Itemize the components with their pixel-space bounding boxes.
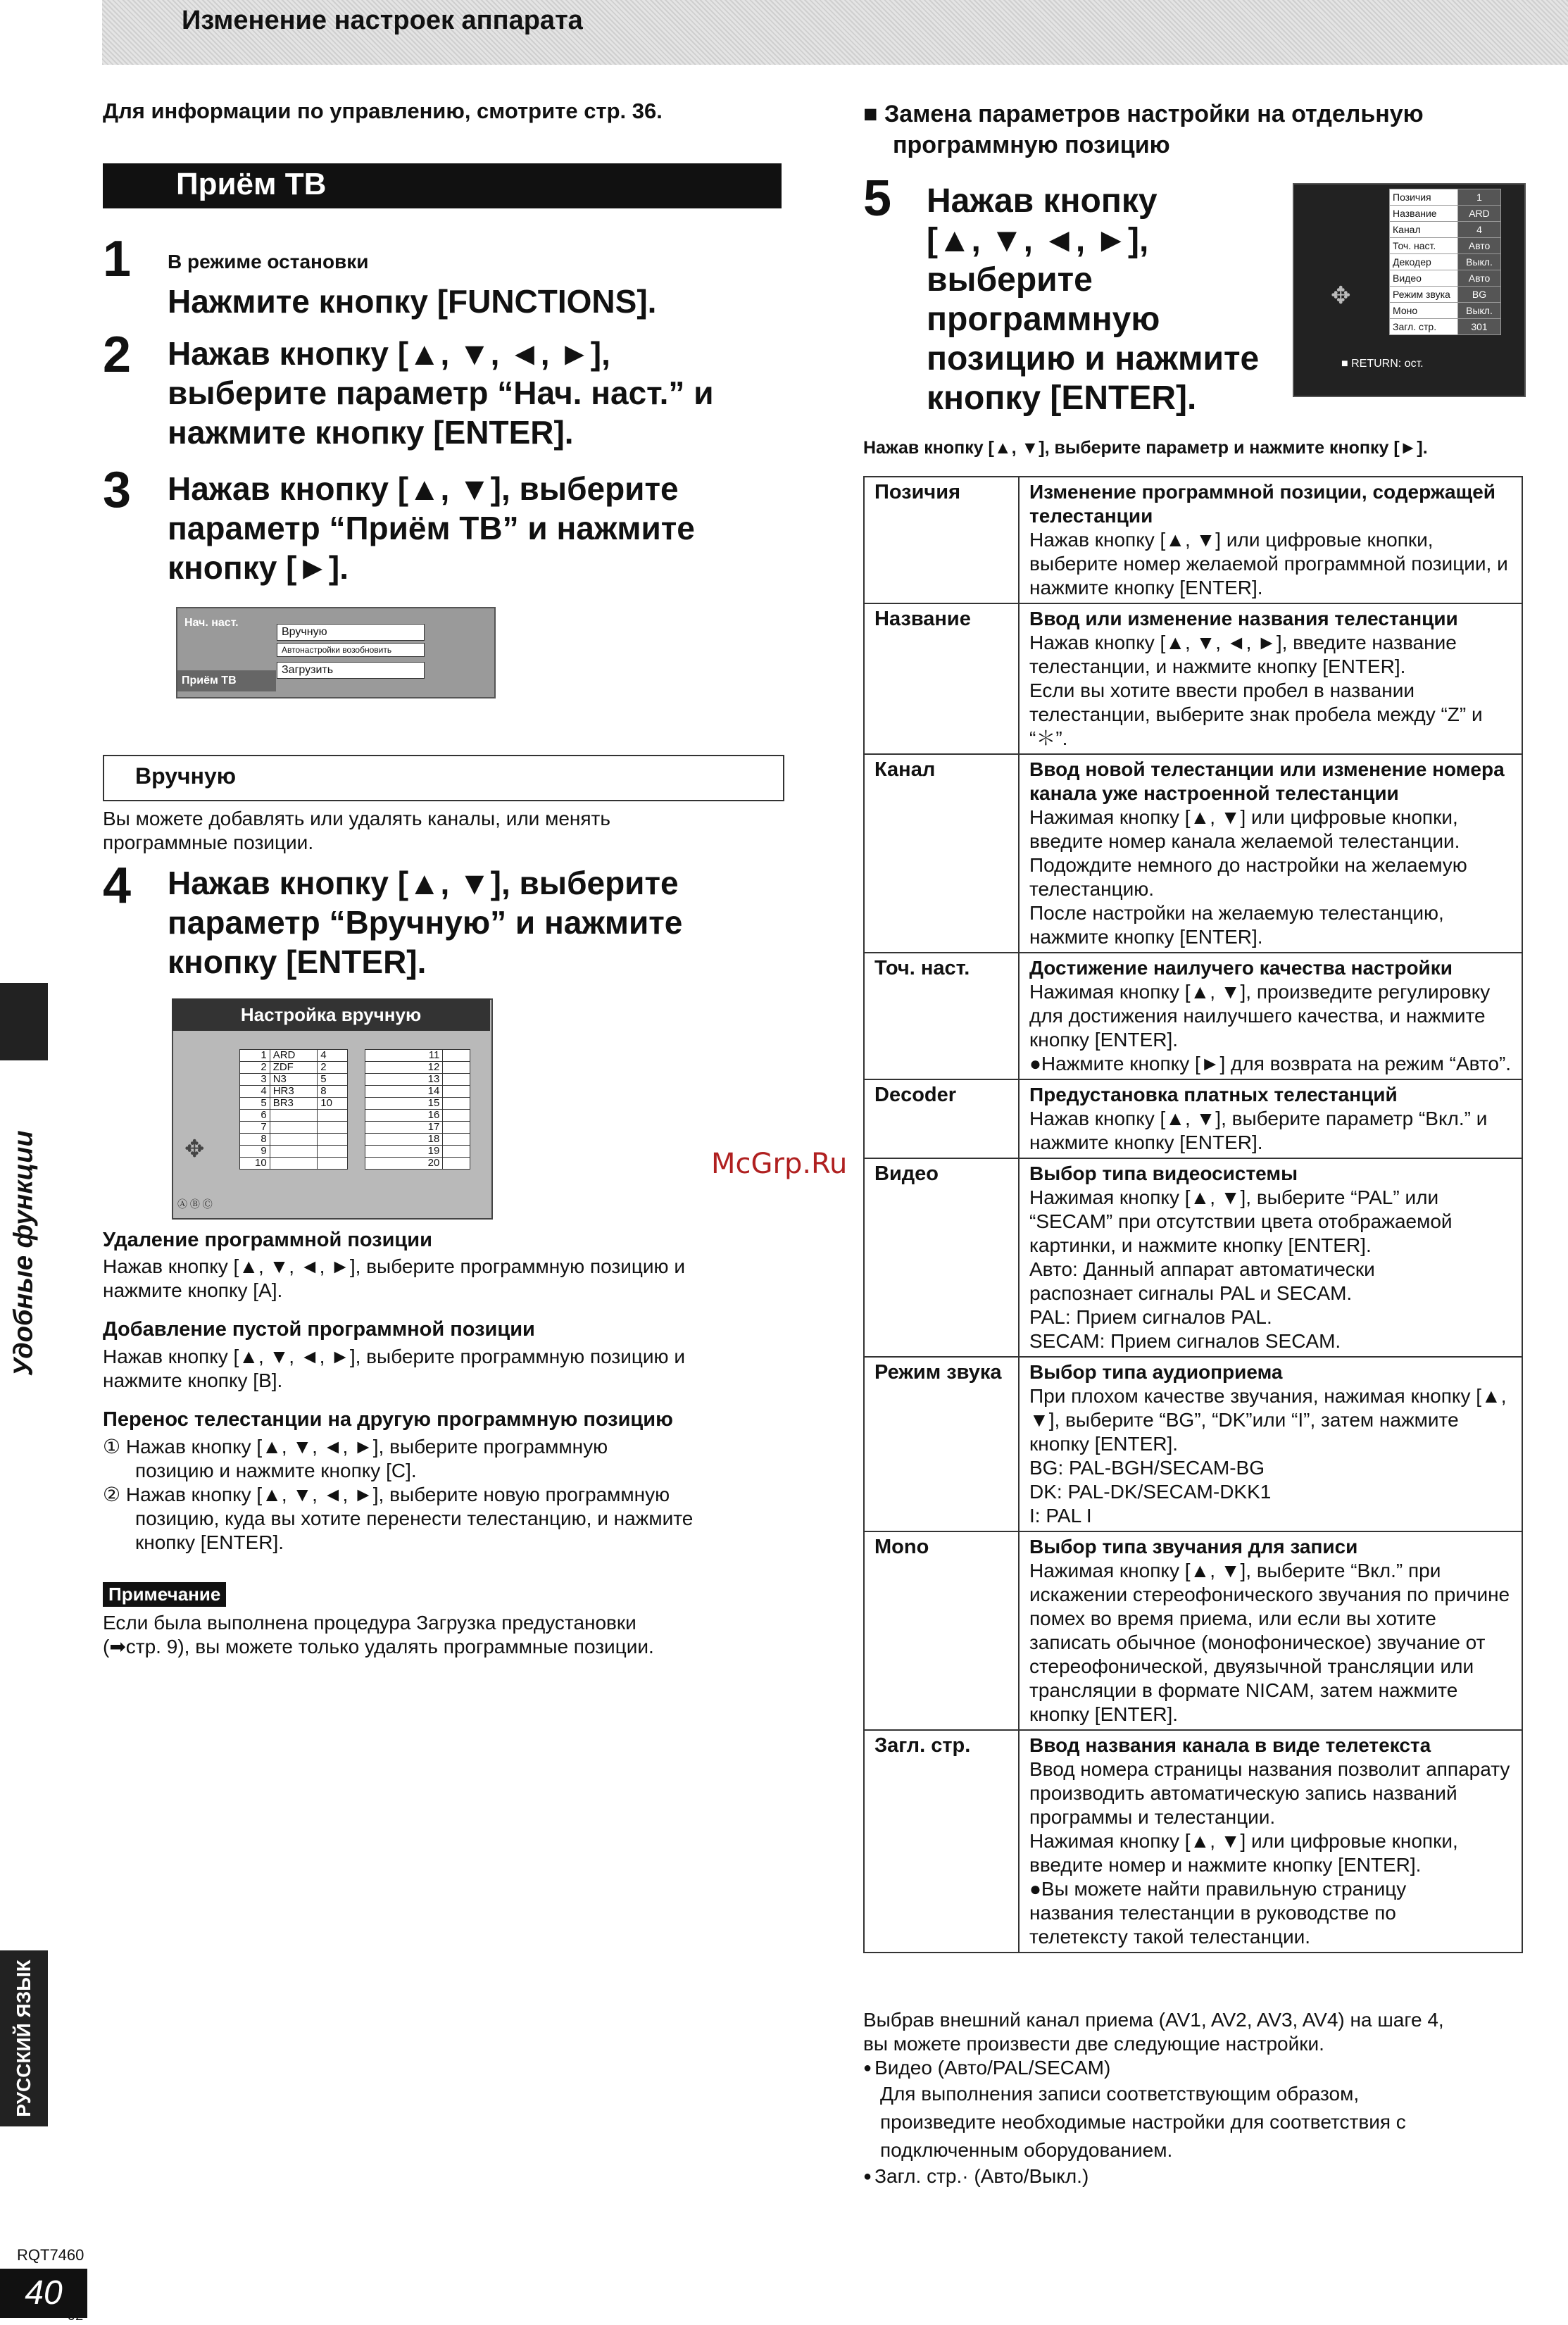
parameter-heading: Выбор типа видеосистемы [1029, 1162, 1298, 1184]
table-cell: 2 [318, 1062, 348, 1074]
parameter-description [1019, 1158, 1522, 1357]
step-3-text [168, 469, 695, 587]
menu-option-manual: Вручную [277, 624, 425, 641]
move-station-line: позицию, куда вы хотите перенести телестанцию, и нажмите [135, 1508, 694, 1529]
parameter-name: Mono [864, 1531, 1019, 1730]
manual-description-line: Вы можете добавлять или удалять каналы, или менять [103, 808, 610, 829]
table-cell: 3 [240, 1074, 270, 1086]
settings-value: 301 [1458, 319, 1501, 335]
external-input-line: произведите необходимые настройки для соответствия с [880, 2111, 1406, 2133]
table-cell [443, 1062, 470, 1074]
table-cell: 20 [365, 1158, 443, 1170]
table-row [240, 1050, 348, 1062]
table-cell [443, 1158, 470, 1170]
table-cell: 15 [365, 1098, 443, 1110]
table-row [240, 1134, 348, 1146]
table-cell [270, 1146, 318, 1158]
step-5-number: 5 [863, 170, 892, 227]
settings-key: Видео [1390, 270, 1458, 287]
table-row [240, 1074, 348, 1086]
move-station-line: кнопку [ENTER]. [135, 1531, 284, 1553]
settings-row [1390, 206, 1501, 222]
move-station-heading: Перенос телестанции на другую программную позицию [103, 1408, 673, 1431]
table-row [365, 1158, 470, 1170]
step-3-number: 3 [103, 462, 132, 518]
parameter-heading: Изменение программной позиции, содержащей телестанции [1029, 481, 1496, 527]
step-5-text [927, 182, 1259, 418]
table-cell: 18 [365, 1134, 443, 1146]
step-1-number: 1 [103, 231, 132, 287]
parameter-name: Загл. стр. [864, 1730, 1019, 1953]
parameter-instruction: Нажав кнопку [▲, ▼], выберите параметр и нажмите кнопку [►]. [863, 438, 1428, 458]
table-cell [318, 1122, 348, 1134]
table-cell [443, 1122, 470, 1134]
table-cell [443, 1146, 470, 1158]
table-cell: ARD [270, 1050, 318, 1062]
parameter-description [1019, 754, 1522, 953]
step-2-line: нажмите кнопку [ENTER]. [168, 414, 574, 451]
parameter-row [864, 1158, 1522, 1357]
delete-position-line: Нажав кнопку [▲, ▼, ◄, ►], выберите программную позицию и [103, 1255, 685, 1277]
sidebar-marker [0, 983, 48, 1060]
settings-row [1390, 287, 1501, 303]
parameter-name: Название [864, 603, 1019, 754]
move-station-line: ① Нажав кнопку [▲, ▼, ◄, ►], выберите программную [103, 1436, 608, 1458]
parameter-description [1019, 1730, 1522, 1953]
settings-key: Загл. стр. [1390, 319, 1458, 335]
settings-row [1390, 319, 1501, 335]
table-cell: 12 [365, 1062, 443, 1074]
menu-option-auto-restart: Автонастройки возобновить [277, 643, 425, 657]
table-cell: 1 [240, 1050, 270, 1062]
settings-key: Декодер [1390, 254, 1458, 270]
settings-value: Авто [1458, 270, 1501, 287]
table-cell: 10 [240, 1158, 270, 1170]
sub-page-number: 92 [68, 2308, 84, 2324]
table-cell [270, 1110, 318, 1122]
settings-row [1390, 222, 1501, 238]
table-row [240, 1122, 348, 1134]
step-3-line: Нажав кнопку [▲, ▼], выберите [168, 470, 679, 507]
step-1-text: Нажмите кнопку [FUNCTIONS]. [168, 283, 657, 320]
table-cell: 19 [365, 1146, 443, 1158]
channel-settings-table [1389, 189, 1501, 335]
parameter-name: Позичия [864, 477, 1019, 603]
step-4-line: Нажав кнопку [▲, ▼], выберите [168, 865, 679, 901]
table-cell [270, 1122, 318, 1134]
manual-tuning-title: Настройка вручную [172, 998, 490, 1031]
table-row [365, 1050, 470, 1062]
table-row [365, 1098, 470, 1110]
return-hint: ■ RETURN: ост. [1341, 358, 1424, 370]
parameter-table [863, 476, 1523, 1953]
table-cell: HR3 [270, 1086, 318, 1098]
add-position-line: нажмите кнопку [B]. [103, 1370, 283, 1391]
note-text [103, 1611, 654, 1659]
delete-position-heading: Удаление программной позиции [103, 1229, 432, 1251]
table-cell [270, 1134, 318, 1146]
table-cell: 13 [365, 1074, 443, 1086]
parameter-description [1019, 1531, 1522, 1730]
move-station-line: позицию и нажмите кнопку [C]. [135, 1460, 417, 1481]
step-2-line: Нажав кнопку [▲, ▼, ◄, ►], [168, 335, 610, 372]
manual-description [103, 807, 610, 855]
step-5-line: выберите [927, 261, 1093, 299]
table-cell [443, 1074, 470, 1086]
external-input-note [863, 2008, 1444, 2188]
table-row [365, 1062, 470, 1074]
step-5-line: [▲, ▼, ◄, ►], [927, 222, 1149, 259]
table-cell [443, 1050, 470, 1062]
table-cell: 17 [365, 1122, 443, 1134]
menu-tab-tv-reception: Приём ТВ [177, 670, 276, 691]
model-number: RQT7460 [17, 2246, 84, 2264]
sidebar-language-tab [0, 1950, 48, 2126]
table-cell: 6 [240, 1110, 270, 1122]
table-row [365, 1110, 470, 1122]
settings-key: Название [1390, 206, 1458, 222]
parameter-body: Нажав кнопку [▲, ▼], выберите параметр “Вкл.” и нажмите кнопку [ENTER]. [1029, 1108, 1488, 1153]
table-row [365, 1134, 470, 1146]
add-position-text [103, 1345, 685, 1393]
note-line: Если была выполнена процедура Загрузка предустановки [103, 1612, 636, 1634]
table-row [240, 1098, 348, 1110]
table-row [240, 1086, 348, 1098]
sidebar-language-text: РУССКИЙ ЯЗЫК [13, 1960, 35, 2117]
parameter-body: Нажав кнопку [▲, ▼] или цифровые кнопки, выберите номер желаемой программной позиции, и нажмите кнопку [ENTER]. [1029, 529, 1508, 599]
table-cell: 4 [240, 1086, 270, 1098]
step-2-text [168, 334, 714, 452]
step-2-number: 2 [103, 327, 132, 383]
table-cell: BR3 [270, 1098, 318, 1110]
settings-key: Моно [1390, 303, 1458, 319]
table-cell [443, 1086, 470, 1098]
parameter-description [1019, 953, 1522, 1079]
table-row [365, 1074, 470, 1086]
info-line: Для информации по управлению, смотрите стр. 36. [103, 99, 663, 123]
table-cell [443, 1098, 470, 1110]
parameter-row [864, 1531, 1522, 1730]
table-row [365, 1146, 470, 1158]
delete-position-text [103, 1255, 685, 1303]
external-input-line: Выбрав внешний канал приема (AV1, AV2, AV3, AV4) на шаге 4, [863, 2009, 1444, 2031]
parameter-row [864, 603, 1522, 754]
table-cell: 8 [318, 1086, 348, 1098]
manual-heading: Вручную [135, 763, 237, 789]
parameter-heading: Выбор типа звучания для записи [1029, 1536, 1358, 1558]
table-row [365, 1086, 470, 1098]
note-line: (➡стр. 9), вы можете только удалять программные позиции. [103, 1636, 654, 1657]
step-4-line: кнопку [ENTER]. [168, 944, 427, 980]
parameter-heading: Достижение наилучего качества настройки [1029, 957, 1453, 979]
parameter-row [864, 1079, 1522, 1158]
parameter-description [1019, 1079, 1522, 1158]
table-cell: 9 [240, 1146, 270, 1158]
settings-key: Канал [1390, 222, 1458, 238]
settings-value: ARD [1458, 206, 1501, 222]
parameter-name: Режим звука [864, 1357, 1019, 1531]
parameter-heading: Ввод или изменение названия телестанции [1029, 608, 1458, 629]
table-row [240, 1110, 348, 1122]
table-cell: N3 [270, 1074, 318, 1086]
table-cell: 2 [240, 1062, 270, 1074]
external-input-line: подключенным оборудованием. [880, 2139, 1173, 2161]
add-position-heading: Добавление пустой программной позиции [103, 1318, 535, 1341]
parameter-row [864, 1730, 1522, 1953]
table-row [240, 1062, 348, 1074]
move-station-text [103, 1435, 693, 1555]
parameter-body: Нажав кнопку [▲, ▼, ◄, ►], введите название телестанции, и нажмите кнопку [ENTER]. Если вы хотите ввести пробел в названии телестанции, выберите знак пробела между “Z” и “＊”. [1029, 632, 1483, 749]
table-row [365, 1122, 470, 1134]
table-cell: 4 [318, 1050, 348, 1062]
table-cell: 16 [365, 1110, 443, 1122]
watermark: McGrp.Ru [711, 1148, 848, 1180]
settings-row [1390, 270, 1501, 287]
right-section-heading [863, 99, 1424, 161]
step-3-line: кнопку [►]. [168, 549, 349, 586]
table-row [240, 1158, 348, 1170]
right-heading-line: программную позицию [893, 132, 1170, 158]
settings-row [1390, 254, 1501, 270]
parameter-name: Decoder [864, 1079, 1019, 1158]
note-tag: Примечание [103, 1582, 226, 1607]
settings-value: Выкл. [1458, 303, 1501, 319]
step-2-line: выберите параметр “Нач. наст.” и [168, 375, 714, 411]
table-cell: 5 [318, 1074, 348, 1086]
settings-row [1390, 189, 1501, 206]
step-1-condition: В режиме остановки [168, 251, 369, 272]
page-number: 40 [0, 2269, 87, 2318]
parameter-description [1019, 477, 1522, 603]
step-5-line: позицию и нажмите [927, 340, 1260, 377]
return-hint-label: RETURN: ост. [1351, 358, 1424, 370]
parameter-description [1019, 1357, 1522, 1531]
external-input-line: вы можете произвести две следующие настройки. [863, 2033, 1324, 2055]
table-cell [318, 1110, 348, 1122]
parameter-description [1019, 603, 1522, 754]
parameter-body: Ввод номера страницы названия позволит аппарату производить автоматическую запись названий программы и телестанции. Нажимая кнопку [▲, ▼] или цифровые кнопки, введите номер и нажмите кнопку [ENTER]. ●Вы можете найти правильную страницу названия телестанции в руководстве по телетексту такой телестанции. [1029, 1758, 1510, 1948]
page-header-title: Изменение настроек аппарата [182, 6, 583, 35]
table-cell: ZDF [270, 1062, 318, 1074]
external-input-line: Для выполнения записи соответствующим образом, [880, 2083, 1360, 2105]
table-cell: 14 [365, 1086, 443, 1098]
sidebar-section-text: Удобные функции [8, 1130, 39, 1377]
table-cell [318, 1158, 348, 1170]
parameter-body: Нажимая кнопку [▲, ▼], выберите “Вкл.” при искажении стереофонического звучания по причине помех во время приема, или если вы хотите записать обычное (монофоническое) звучание от стереофонической, двуязычной трансляции или трансляции в формате NICAM, затем нажмите кнопку [ENTER]. [1029, 1560, 1510, 1725]
parameter-name: Видео [864, 1158, 1019, 1357]
add-position-line: Нажав кнопку [▲, ▼, ◄, ►], выберите программную позицию и [103, 1346, 685, 1367]
table-cell [443, 1134, 470, 1146]
table-row [240, 1146, 348, 1158]
table-cell [318, 1146, 348, 1158]
parameter-row [864, 754, 1522, 953]
step-5-line: программную [927, 301, 1160, 338]
manual-description-line: программные позиции. [103, 832, 314, 853]
settings-key: Режим звука [1390, 287, 1458, 303]
step-4-line: параметр “Вручную” и нажмите [168, 904, 683, 941]
parameter-body: Нажимая кнопку [▲, ▼], выберите “PAL” или “SECAM” при отсутствии цвета отображаемой картинки, и нажмите кнопку [ENTER]. Авто: Данный аппарат автоматически распознает сигналы PAL и SECAM. PAL: Прием сигналов PAL. SECAM: Прием сигналов SECAM. [1029, 1186, 1453, 1352]
right-heading-line: ■ Замена параметров настройки на отдельную [863, 101, 1424, 127]
table-cell: 11 [365, 1050, 443, 1062]
parameter-name: Точ. наст. [864, 953, 1019, 1079]
sidebar-section-label [0, 1077, 48, 1429]
settings-row [1390, 303, 1501, 319]
menu-option-load: Загрузить [277, 662, 425, 679]
step-5-line: кнопку [ENTER]. [927, 380, 1197, 417]
settings-value: Выкл. [1458, 254, 1501, 270]
table-cell: 8 [240, 1134, 270, 1146]
parameter-heading: Ввод названия канала в виде телетекста [1029, 1734, 1431, 1756]
external-input-bullet: ● Загл. стр.· (Авто/Выкл.) [863, 2164, 1444, 2188]
parameter-name: Канал [864, 754, 1019, 953]
step-5-line: Нажав кнопку [927, 182, 1158, 220]
menu-tab-start-settings: Нач. наст. [184, 617, 239, 629]
parameter-body: При плохом качестве звучания, нажимая кнопку [▲, ▼], выберите “BG”, “DK”или “I”, затем нажмите кнопку [ENTER]. BG: PAL-BGH/SECAM-BG DK: PAL-DK/SECAM-DKK1 I: PAL I [1029, 1385, 1507, 1527]
move-station-line: ② Нажав кнопку [▲, ▼, ◄, ►], выберите новую программную [103, 1484, 670, 1505]
settings-value: Авто [1458, 238, 1501, 254]
settings-key: Позичия [1390, 189, 1458, 206]
manual-screen-buttons: Ⓐ Ⓑ Ⓒ [177, 1198, 213, 1210]
table-cell: 7 [240, 1122, 270, 1134]
settings-row [1390, 238, 1501, 254]
parameter-heading: Выбор типа аудиоприема [1029, 1361, 1283, 1383]
parameter-heading: Ввод новой телестанции или изменение номера канала уже настроенной телестанции [1029, 758, 1505, 804]
dpad-icon: ✥ [184, 1136, 205, 1162]
table-cell: 5 [240, 1098, 270, 1110]
table-cell [270, 1158, 318, 1170]
step-4-number: 4 [103, 858, 132, 914]
channel-table-left [239, 1049, 348, 1170]
step-3-line: параметр “Приём ТВ” и нажмите [168, 510, 695, 546]
section-title: Приём ТВ [176, 167, 327, 201]
channel-table-right [365, 1049, 470, 1170]
external-input-bullet: ● Видео (Авто/PAL/SECAM) [863, 2056, 1444, 2080]
parameter-body: Нажимая кнопку [▲, ▼], произведите регулировку для достижения наилучшего качества, и нажмите кнопку [ENTER]. ●Нажмите кнопку [►] для возврата на режим “Авто”. [1029, 981, 1512, 1074]
settings-value: 1 [1458, 189, 1501, 206]
parameter-body: Нажимая кнопку [▲, ▼] или цифровые кнопки, введите номер канала желаемой телестанции. Подождите немного до настройки на желаемую телестанцию. После настройки на желаемую телестанцию, нажмите кнопку [ENTER]. [1029, 806, 1467, 948]
table-cell [318, 1134, 348, 1146]
dpad-icon: ✥ [1331, 282, 1351, 309]
settings-value: BG [1458, 287, 1501, 303]
parameter-heading: Предустановка платных телестанций [1029, 1084, 1398, 1105]
parameter-row [864, 1357, 1522, 1531]
step-4-text [168, 863, 682, 982]
parameter-row [864, 477, 1522, 603]
delete-position-line: нажмите кнопку [A]. [103, 1279, 283, 1301]
parameter-row [864, 953, 1522, 1079]
settings-value: 4 [1458, 222, 1501, 238]
table-cell: 10 [318, 1098, 348, 1110]
settings-key: Точ. наст. [1390, 238, 1458, 254]
table-cell [443, 1110, 470, 1122]
